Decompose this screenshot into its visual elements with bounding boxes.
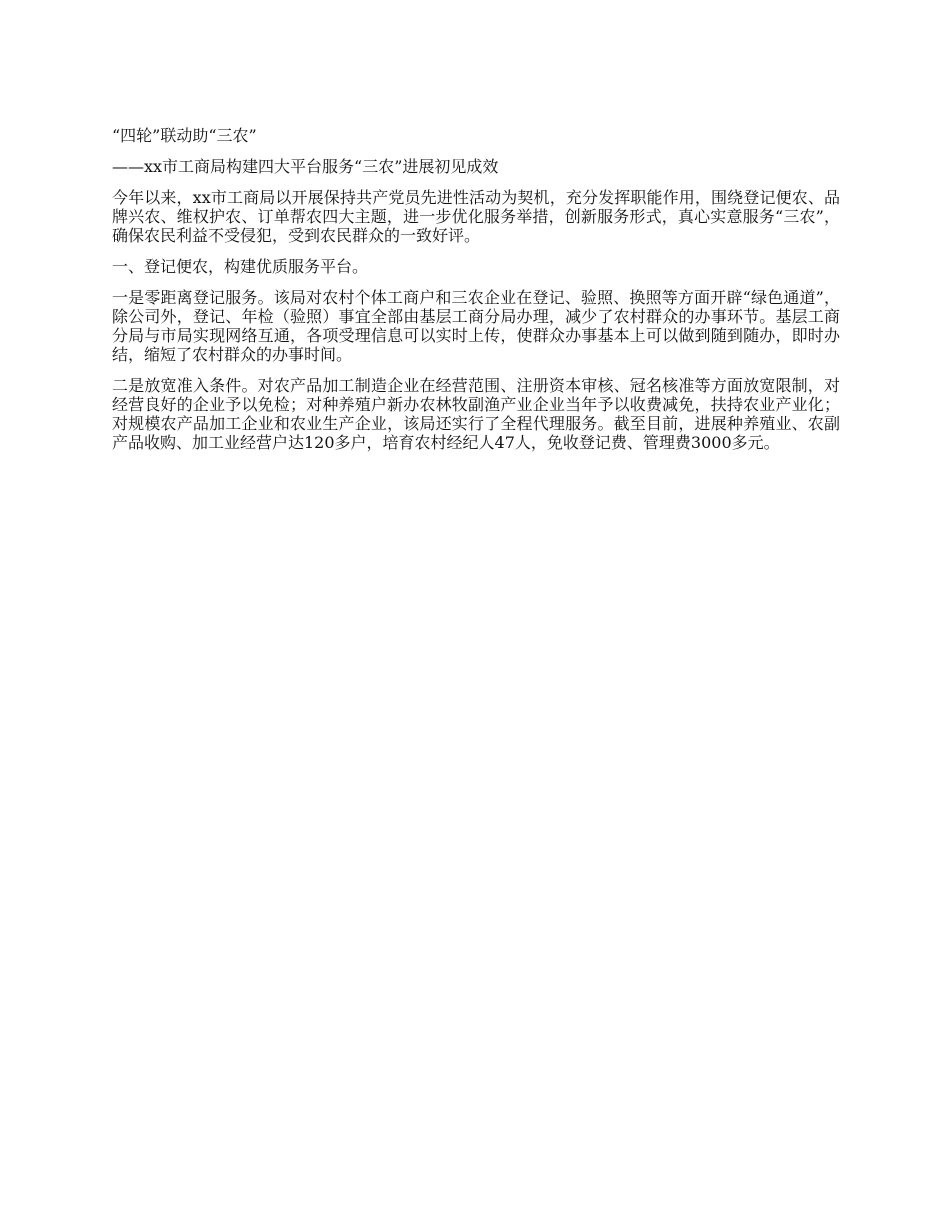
document-page <box>112 126 840 464</box>
paragraph-intro: 今年以来，xx市工商局以开展保持共产党员先进性活动为契机，充分发挥职能作用，围绕登记便农、品牌兴农、维权护农、订单帮农四大主题，进一步优化服务举措，创新服务形式，真心实意服务“三农”，确保农民利益不受侵犯，受到农民群众的一致好评。 <box>112 188 840 245</box>
document-subtitle: ——xx市工商局构建四大平台服务“三农”进展初见成效 <box>112 157 499 176</box>
paragraph-registration-service: 一是零距离登记服务。该局对农村个体工商户和三农企业在登记、验照、换照等方面开辟“绿色通道”，除公司外，登记、年检（验照）事宜全部由基层工商分局办理，减少了农村群众的办事环节。基层工商分局与市局实现网络互通，各项受理信息可以实时上传，使群众办事基本上可以做到随到随办，即时办结，缩短了农村群众的办事时间。 <box>112 288 840 364</box>
document-title: “四轮”联动助“三农” <box>112 126 257 145</box>
section-heading-1: 一、登记便农，构建优质服务平台。 <box>112 257 369 276</box>
paragraph-access-conditions: 二是放宽准入条件。对农产品加工制造企业在经营范围、注册资本审核、冠名核准等方面放宽限制，对经营良好的企业予以免检；对种养殖户新办农林牧副渔产业企业当年予以收费减免，扶持农业产业化；对规模农产品加工企业和农业生产企业，该局还实行了全程代理服务。截至目前，进展种养殖业、农副产品收购、加工业经营户达120多户，培育农村经纪人47人，免收登记费、管理费3000多元。 <box>112 376 840 452</box>
